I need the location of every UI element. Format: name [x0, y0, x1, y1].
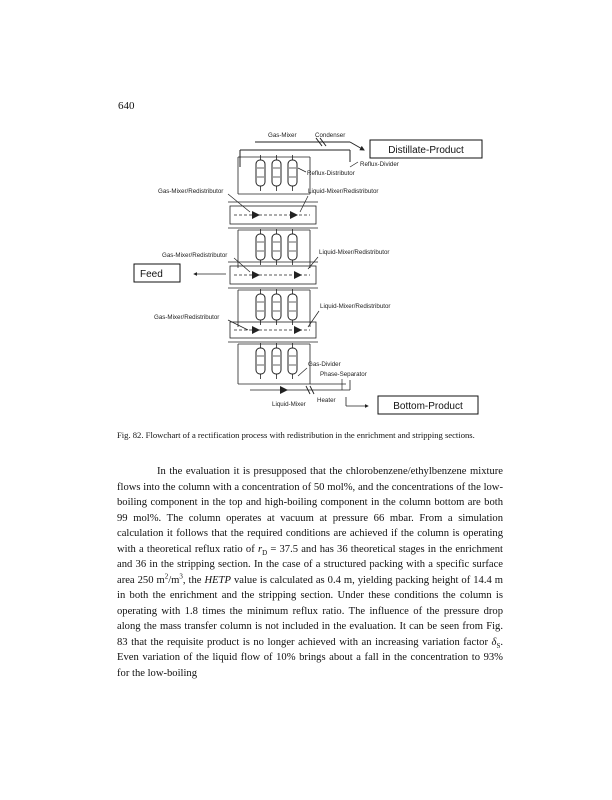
flowchart-svg	[110, 122, 510, 422]
column-bank-1	[238, 155, 310, 194]
body-text-4: , the	[182, 574, 205, 586]
bottom-section	[250, 380, 478, 414]
condenser-label: Condenser	[315, 132, 346, 139]
bottom-product-label: Bottom-Product	[393, 401, 463, 412]
gas-mixer-redistributor-label-3: Gas-Mixer/Redistributor	[154, 314, 220, 321]
column-bank-3	[238, 289, 310, 327]
liquid-mixer-label: Liquid-Mixer	[272, 401, 306, 408]
liquid-mixer-redistributor-label-2: Liquid-Mixer/Redistributor	[319, 249, 390, 256]
liquid-mixer-redistributor-label-3: Liquid-Mixer/Redistributor	[320, 303, 391, 310]
gas-mixer-label: Gas-Mixer	[268, 132, 297, 139]
flowchart-figure	[110, 122, 510, 422]
redistributor-2	[228, 262, 318, 288]
gas-mixer-redistributor-label-2: Gas-Mixer/Redistributor	[162, 252, 228, 259]
redistributor-1	[228, 202, 318, 228]
body-text-5: value is calculated as 0.4 m, yielding packing height of 14.4 m in both the enrichment and the stripping section. Under these conditions the column is operating with 1.8 times the minimum reflux ratio. The influence of the pressure drop along the mass transfer column is not included in the evaluation. It can be seen from Fig. 83 that the requisite product is no longer achieved with an increasing variation factor	[117, 574, 504, 648]
body-text-6: . Even variation of the liquid flow of 10% brings about a fall in the concentration to 93% for the low-boiling	[117, 636, 503, 679]
phase-separator-label: Phase-Separator	[320, 371, 367, 378]
reflux-divider-label: Reflux-Divider	[360, 161, 399, 168]
caption-label: Fig. 82.	[117, 430, 144, 440]
delta-subscript: S	[496, 641, 501, 650]
liquid-mixer-redistributor-label-1: Liquid-Mixer/Redistributor	[308, 188, 379, 195]
distillate-product-label: Distillate-Product	[388, 145, 464, 156]
body-paragraph	[117, 464, 503, 681]
caption-text: Flowchart of a rectification process with redistribution in the enrichment and stripping sections.	[145, 430, 475, 440]
reflux-ratio-subscript: D	[262, 548, 268, 557]
reflux-distributor-label: Reflux-Distributor	[307, 170, 355, 177]
figure-caption	[117, 430, 503, 441]
reflux-ratio-symbol: r	[257, 543, 263, 555]
heater-label: Heater	[317, 397, 336, 404]
superscript-3: 3	[179, 571, 183, 580]
hetp-term: HETP	[204, 574, 231, 586]
delta-symbol: δ	[491, 636, 497, 648]
feed-label: Feed	[140, 269, 163, 280]
body-text-1: In the evaluation it is presupposed that the chlorobenzene/ethylbenzene mixture flows into the column with a concentration of 50 mol%, and the concentrations of the low-boiling component in the top and high-boiling component in the column bottom are both 99 mol%. The column operates at vacuum at pressure 66 mbar. From a simulation calculation it follows that the required conditions are achieved if the column is operating with a theoretical reflux ratio of	[117, 466, 503, 555]
body-text-2: = 37.5 and has 36 theoretical stages in the enrichment and 36 in the stripping section. In the case of a structured packing with a specific surface area 250 m	[117, 543, 503, 586]
gas-mixer-redistributor-label-1: Gas-Mixer/Redistributor	[158, 188, 224, 195]
page-number: 640	[118, 100, 135, 112]
body-text-3: /m	[168, 574, 180, 586]
redistributor-3	[228, 322, 318, 342]
superscript-2: 2	[164, 571, 169, 580]
gas-divider-label: Gas-Divider	[308, 361, 341, 368]
